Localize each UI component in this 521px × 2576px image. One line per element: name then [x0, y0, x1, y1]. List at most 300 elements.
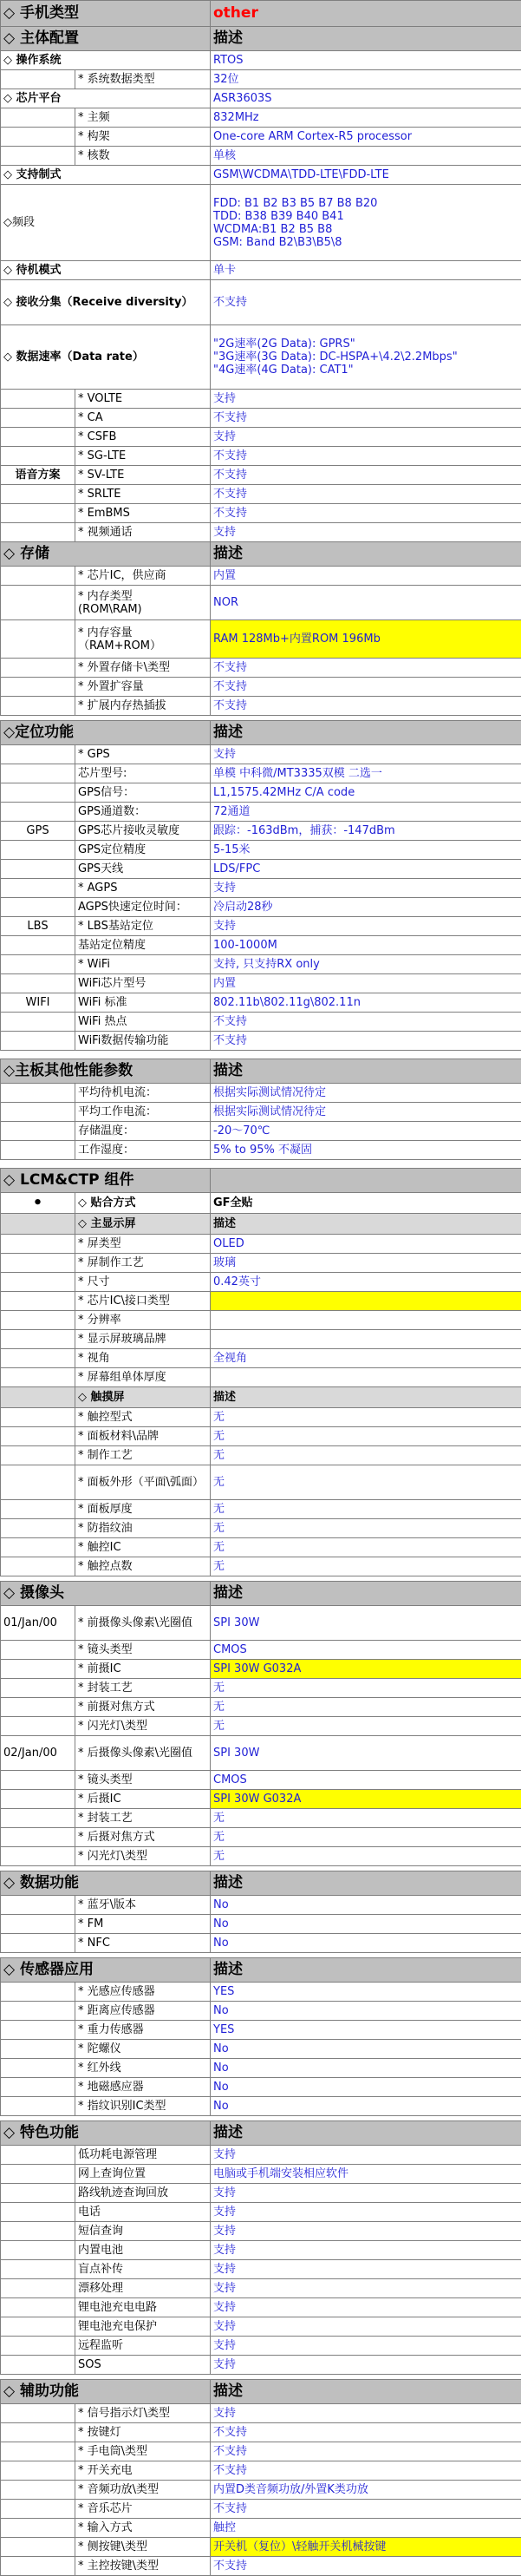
- param-label: * 显示屏玻璃品牌: [75, 1330, 211, 1349]
- spec-row: [1, 1032, 521, 1051]
- param-value: 无: [211, 1446, 521, 1465]
- group-label: [1, 1292, 75, 1311]
- spec-row: [1, 1465, 521, 1500]
- param-value: 无: [211, 1427, 521, 1446]
- param-value: NOR: [211, 586, 521, 620]
- group-label: ◇频段: [1, 185, 211, 261]
- group-label: [1, 764, 75, 783]
- group-label: [1, 803, 75, 822]
- spec-row: [1, 1736, 521, 1771]
- group-label: [1, 2423, 75, 2442]
- spec-row: [1, 409, 521, 428]
- param-value: No: [211, 1915, 521, 1934]
- spec-row: [1, 2279, 521, 2298]
- param-label: * 外置存储卡\类型: [75, 659, 211, 678]
- group-label: [1, 974, 75, 993]
- group-label: [1, 2203, 75, 2222]
- param-label: * 后摄像头像素\光圈值: [75, 1736, 211, 1771]
- group-label: [1, 2241, 75, 2260]
- param-label: * 触控点数: [75, 1557, 211, 1576]
- param-value: 不支持: [211, 678, 521, 697]
- group-label: [1, 841, 75, 860]
- spec-row: [1, 1790, 521, 1809]
- spec-row: [1, 2059, 521, 2078]
- section-description-label: 描述: [211, 1871, 521, 1896]
- group-label: WIFI: [1, 993, 75, 1013]
- group-label: [1, 659, 75, 678]
- param-label: * 主频: [75, 108, 211, 128]
- param-label: ◇ 贴合方式: [75, 1193, 211, 1214]
- group-label: [1, 1084, 75, 1103]
- param-value: 不支持: [211, 485, 521, 504]
- spec-row: [1, 1771, 521, 1790]
- param-value: 支持: [211, 2317, 521, 2337]
- spec-row: [1, 108, 521, 128]
- param-label: * 前摄像头像素\光圈值: [75, 1606, 211, 1641]
- section-header-row: [1, 1582, 521, 1606]
- param-label: 基站定位精度: [75, 936, 211, 955]
- section-description-label: 描述: [211, 1582, 521, 1606]
- spec-row: [1, 1606, 521, 1641]
- param-label: * 屏制作工艺: [75, 1254, 211, 1273]
- param-value: 不支持: [211, 2557, 521, 2576]
- spec-row: [1, 1915, 521, 1934]
- param-label: * 闪光灯\类型: [75, 1847, 211, 1866]
- param-value: [211, 1292, 521, 1311]
- section-header-row: [1, 2380, 521, 2404]
- param-value: No: [211, 2078, 521, 2097]
- section-description-label: other: [211, 1, 521, 27]
- param-label: * 指纹识别IC类型: [75, 2097, 211, 2116]
- param-value: No: [211, 2097, 521, 2116]
- spec-row: [1, 1292, 521, 1311]
- param-label: * 闪光灯\类型: [75, 1717, 211, 1736]
- section-title: ◇定位功能: [1, 721, 211, 745]
- param-label: 电话: [75, 2203, 211, 2222]
- group-label: [1, 620, 75, 659]
- section-description-label: 描述: [211, 721, 521, 745]
- param-value: 不支持: [211, 280, 521, 325]
- group-label: [1, 1330, 75, 1349]
- param-label: 平均工作电流：: [75, 1103, 211, 1122]
- param-label: * 音乐芯片: [75, 2500, 211, 2519]
- group-label: [1, 898, 75, 917]
- spec-row: [1, 280, 521, 325]
- param-value: [211, 1330, 521, 1349]
- param-label: * SG-LTE: [75, 447, 211, 466]
- param-value: "2G速率(2G Data): GPRS" "3G速率(3G Data): DC-HSPA+\4.2\2.2Mbps" "4G速率(4G Data): CAT1": [211, 325, 521, 390]
- spec-row: [1, 764, 521, 783]
- group-label: [1, 586, 75, 620]
- param-value: 支持: [211, 2241, 521, 2260]
- spec-row: [1, 1141, 521, 1160]
- spec-row: [1, 993, 521, 1013]
- param-label: * SRLTE: [75, 485, 211, 504]
- param-label: * FM: [75, 1915, 211, 1934]
- param-label: * 光感应传感器: [75, 1983, 211, 2002]
- group-label: [1, 70, 75, 89]
- section-description-label: 描述: [211, 542, 521, 567]
- param-value: 支持: [211, 2203, 521, 2222]
- group-label: [1, 1538, 75, 1557]
- param-label: 路线轨迹查询回放: [75, 2184, 211, 2203]
- param-value: 支持: [211, 2260, 521, 2279]
- spec-row: [1, 2317, 521, 2337]
- group-label: [1, 1427, 75, 1446]
- section-title: ◇ 存储: [1, 542, 211, 567]
- param-label: * 陀螺仪: [75, 2040, 211, 2059]
- param-label: WiFi 标准: [75, 993, 211, 1013]
- spec-row: [1, 917, 521, 936]
- spec-row: [1, 697, 521, 716]
- param-value: 无: [211, 1465, 521, 1500]
- group-label: [1, 409, 75, 428]
- spec-row: [1, 1122, 521, 1141]
- group-label: [1, 1141, 75, 1160]
- spec-row: [1, 2356, 521, 2375]
- param-value: 无: [211, 1500, 521, 1519]
- param-value: 不支持: [211, 2461, 521, 2481]
- spec-row: [1, 2442, 521, 2461]
- spec-row: [1, 1084, 521, 1103]
- spec-row: [1, 1500, 521, 1519]
- param-label: 内置电池: [75, 2241, 211, 2260]
- param-value: 不支持: [211, 2500, 521, 2519]
- param-label: * GPS: [75, 745, 211, 764]
- spec-row: [1, 1013, 521, 1032]
- param-value: 72通道: [211, 803, 521, 822]
- group-label: ◇ 操作系统: [1, 51, 211, 70]
- section-header-row: [1, 542, 521, 567]
- param-label: * 地磁感应器: [75, 2078, 211, 2097]
- param-label: * SV-LTE: [75, 466, 211, 485]
- spec-row: [1, 974, 521, 993]
- param-value: 不支持: [211, 2442, 521, 2461]
- param-label: 低功耗电源管理: [75, 2146, 211, 2165]
- group-label: [1, 1519, 75, 1538]
- group-label: [1, 1896, 75, 1915]
- param-value: 跟踪：-163dBm，捕获：-147dBm: [211, 822, 521, 841]
- spec-row: [1, 70, 521, 89]
- param-value: 0.42英寸: [211, 1273, 521, 1292]
- spec-row: [1, 745, 521, 764]
- spec-row: [1, 1698, 521, 1717]
- param-label: * 面板厚度: [75, 1500, 211, 1519]
- param-value: 描述: [211, 1387, 521, 1408]
- spec-row: [1, 2404, 521, 2423]
- param-value: 不支持: [211, 697, 521, 716]
- group-label: [1, 936, 75, 955]
- group-label: 01/Jan/00: [1, 1606, 75, 1641]
- group-label: [1, 2461, 75, 2481]
- spec-row: [1, 325, 521, 390]
- param-label: * 后摄IC: [75, 1790, 211, 1809]
- group-label: [1, 447, 75, 466]
- param-value: RAM 128Mb+内置ROM 196Mb: [211, 620, 521, 659]
- param-label: * 封装工艺: [75, 1679, 211, 1698]
- param-value: 内置: [211, 567, 521, 586]
- param-value: 5% to 95% 不凝固: [211, 1141, 521, 1160]
- param-label: GPS定位精度: [75, 841, 211, 860]
- param-label: * 镜头类型: [75, 1641, 211, 1660]
- spec-row: [1, 1538, 521, 1557]
- param-value: 不支持: [211, 466, 521, 485]
- param-value: 支持: [211, 2222, 521, 2241]
- spec-row: [1, 428, 521, 447]
- param-label: * 内存容量 （RAM+ROM）: [75, 620, 211, 659]
- param-label: * WiFi: [75, 955, 211, 974]
- group-label: [1, 1717, 75, 1736]
- param-label: * 尺寸: [75, 1273, 211, 1292]
- group-label: [1, 2260, 75, 2279]
- spec-row: [1, 659, 521, 678]
- group-label: [1, 108, 75, 128]
- param-label: GPS信号：: [75, 783, 211, 803]
- param-label: * EmBMS: [75, 504, 211, 523]
- group-label: [1, 523, 75, 542]
- param-label: * 蓝牙\版本: [75, 1896, 211, 1915]
- spec-row: [1, 51, 521, 70]
- param-label: * 扩展内存热插拔: [75, 697, 211, 716]
- param-label: 工作湿度：: [75, 1141, 211, 1160]
- group-label: [1, 1122, 75, 1141]
- group-label: [1, 1771, 75, 1790]
- param-label: ◇ 主显示屏: [75, 1214, 211, 1235]
- param-value: 单模 中科微/MT3335双模 二选一: [211, 764, 521, 783]
- group-label: [1, 1368, 75, 1387]
- group-label: [1, 147, 75, 166]
- param-label: AGPS快速定位时间：: [75, 898, 211, 917]
- param-value: 支持: [211, 2404, 521, 2423]
- spec-row: [1, 803, 521, 822]
- group-label: [1, 955, 75, 974]
- param-value: 根据实际测试情况待定: [211, 1084, 521, 1103]
- spec-row: [1, 2241, 521, 2260]
- spacer-row: [1, 1160, 521, 1169]
- param-value: 802.11b\802.11g\802.11n: [211, 993, 521, 1013]
- param-value: 支持: [211, 2298, 521, 2317]
- spec-row: [1, 504, 521, 523]
- param-label: * 芯片IC，供应商: [75, 567, 211, 586]
- section-title: ◇ 主体配置: [1, 27, 211, 51]
- param-label: 平均待机电流：: [75, 1084, 211, 1103]
- group-label: [1, 1809, 75, 1828]
- group-label: [1, 2165, 75, 2184]
- spec-row: [1, 567, 521, 586]
- param-label: * 分辨率: [75, 1311, 211, 1330]
- spec-row: [1, 2461, 521, 2481]
- spec-row: [1, 1809, 521, 1828]
- group-label: [1, 2040, 75, 2059]
- param-value: 描述: [211, 1214, 521, 1235]
- param-value: 支持: [211, 523, 521, 542]
- spec-row: [1, 1349, 521, 1368]
- section-header-row: [1, 2121, 521, 2146]
- group-label: [1, 1660, 75, 1679]
- param-value: 全视角: [211, 1349, 521, 1368]
- param-value: -20～70℃: [211, 1122, 521, 1141]
- param-value: 支持: [211, 428, 521, 447]
- group-label: [1, 2404, 75, 2423]
- spec-row: [1, 879, 521, 898]
- spec-row: [1, 485, 521, 504]
- param-label: * 距离应传感器: [75, 2002, 211, 2021]
- param-label: GPS天线: [75, 860, 211, 879]
- param-label: * 防指纹油: [75, 1519, 211, 1538]
- spec-row: [1, 390, 521, 409]
- param-label: * 系统数据类型: [75, 70, 211, 89]
- group-label: [1, 1311, 75, 1330]
- param-value: 不支持: [211, 2423, 521, 2442]
- group-label: [1, 1847, 75, 1866]
- section-title: ◇ 传感器应用: [1, 1958, 211, 1983]
- param-value: 支持: [211, 917, 521, 936]
- spec-row: [1, 2203, 521, 2222]
- group-label: [1, 2078, 75, 2097]
- spec-row: [1, 2184, 521, 2203]
- param-label: * 视角: [75, 1349, 211, 1368]
- spec-row: [1, 466, 521, 485]
- param-value: 不支持: [211, 447, 521, 466]
- spec-row: [1, 678, 521, 697]
- spec-row: [1, 822, 521, 841]
- group-label: [1, 2298, 75, 2317]
- section-description-label: 描述: [211, 1059, 521, 1084]
- param-value: GF全贴: [211, 1193, 521, 1214]
- param-label: * 面板外形（平面\弧面）: [75, 1465, 211, 1500]
- group-label: [1, 128, 75, 147]
- group-label: [1, 1387, 75, 1408]
- group-label: [1, 1349, 75, 1368]
- group-label: [1, 2337, 75, 2356]
- spec-row: [1, 620, 521, 659]
- param-value: 支持: [211, 2279, 521, 2298]
- spec-row: [1, 166, 521, 185]
- param-value: 支持: [211, 745, 521, 764]
- subsection-header-row: [1, 1214, 521, 1235]
- param-value: 无: [211, 1557, 521, 1576]
- group-label: [1, 1408, 75, 1427]
- param-label: 网上查询位置: [75, 2165, 211, 2184]
- section-header-row: [1, 1059, 521, 1084]
- param-value: L1,1575.42MHz C/A code: [211, 783, 521, 803]
- spec-row: [1, 1311, 521, 1330]
- spec-row: [1, 1235, 521, 1254]
- group-label: [1, 678, 75, 697]
- group-label: ◇ 接收分集（Receive diversity）: [1, 280, 211, 325]
- group-label: [1, 1983, 75, 2002]
- param-value: One-core ARM Cortex-R5 processor: [211, 128, 521, 147]
- param-label: * 触控IC: [75, 1538, 211, 1557]
- section-title: ◇ 辅助功能: [1, 2380, 211, 2404]
- group-label: [1, 2317, 75, 2337]
- spec-row: [1, 128, 521, 147]
- group-label: [1, 2557, 75, 2576]
- param-value: 支持: [211, 2184, 521, 2203]
- param-value: SPI 30W G032A: [211, 1660, 521, 1679]
- group-label: [1, 567, 75, 586]
- group-label: GPS: [1, 822, 75, 841]
- spec-row: [1, 1847, 521, 1866]
- spec-row: [1, 2557, 521, 2576]
- param-value: SPI 30W: [211, 1736, 521, 1771]
- spec-row: [1, 860, 521, 879]
- spec-row: [1, 2337, 521, 2356]
- spec-row: [1, 2260, 521, 2279]
- section-description-label: 描述: [211, 2380, 521, 2404]
- section-title: ◇ 特色功能: [1, 2121, 211, 2146]
- section-header-row: [1, 721, 521, 745]
- param-label: * 信号指示灯\类型: [75, 2404, 211, 2423]
- spec-row: [1, 2481, 521, 2500]
- group-label: [1, 2002, 75, 2021]
- group-label: [1, 2356, 75, 2375]
- group-label: [1, 2519, 75, 2538]
- group-label: ◇ 支持制式: [1, 166, 211, 185]
- param-value: 根据实际测试情况待定: [211, 1103, 521, 1122]
- param-value: 支持: [211, 2337, 521, 2356]
- param-label: * CA: [75, 409, 211, 428]
- param-value: 不支持: [211, 409, 521, 428]
- section-description-label: 描述: [211, 1958, 521, 1983]
- group-label: [1, 1934, 75, 1953]
- group-label: [1, 1235, 75, 1254]
- param-value: 电脑或手机端安装相应软件: [211, 2165, 521, 2184]
- group-label: [1, 1273, 75, 1292]
- param-label: * 屏类型: [75, 1235, 211, 1254]
- section-title: ◇ 数据功能: [1, 1871, 211, 1896]
- spec-row: [1, 1427, 521, 1446]
- param-value: 无: [211, 1538, 521, 1557]
- param-label: 盲点补传: [75, 2260, 211, 2279]
- param-label: * 侧按键\类型: [75, 2538, 211, 2557]
- section-description-label: 描述: [211, 27, 521, 51]
- spec-row: [1, 841, 521, 860]
- param-label: * 开关充电: [75, 2461, 211, 2481]
- group-label: [1, 1254, 75, 1273]
- param-value: RTOS: [211, 51, 521, 70]
- spec-row: [1, 2078, 521, 2097]
- param-label: * NFC: [75, 1934, 211, 1953]
- spec-row: [1, 2298, 521, 2317]
- group-label: [1, 783, 75, 803]
- group-label: [1, 2184, 75, 2203]
- param-label: * 前摄对焦方式: [75, 1698, 211, 1717]
- param-value: 无: [211, 1519, 521, 1538]
- param-value: 无: [211, 1679, 521, 1698]
- param-value: GSM\WCDMA\TDD-LTE\FDD-LTE: [211, 166, 521, 185]
- group-label: [1, 428, 75, 447]
- param-label: 短信查询: [75, 2222, 211, 2241]
- group-label: [1, 2059, 75, 2078]
- spec-row: [1, 2097, 521, 2116]
- param-value: OLED: [211, 1235, 521, 1254]
- spec-row: [1, 1983, 521, 2002]
- group-label: [1, 1214, 75, 1235]
- param-value: 触控: [211, 2519, 521, 2538]
- param-label: * 内存类型 (ROM\RAM): [75, 586, 211, 620]
- spec-row: [1, 1557, 521, 1576]
- param-value: 单卡: [211, 261, 521, 280]
- group-label: [1, 1465, 75, 1500]
- group-label: [1, 390, 75, 409]
- param-label: * LBS基站定位: [75, 917, 211, 936]
- group-label: [1, 2222, 75, 2241]
- param-value: CMOS: [211, 1771, 521, 1790]
- group-label: 02/Jan/00: [1, 1736, 75, 1771]
- section-title: ◇ 摄像头: [1, 1582, 211, 1606]
- section-header-row: [1, 1871, 521, 1896]
